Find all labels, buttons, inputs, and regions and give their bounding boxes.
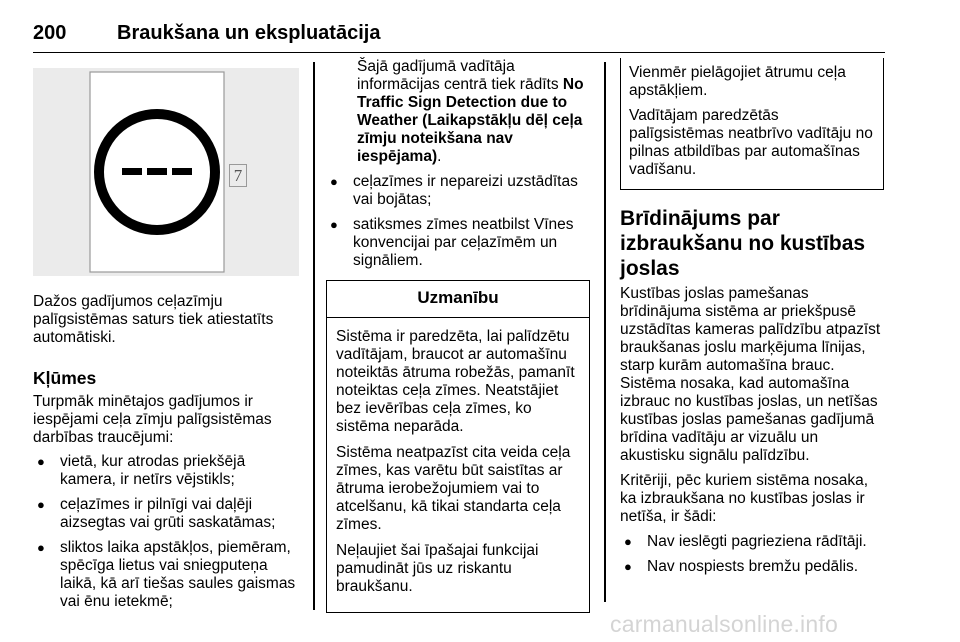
caution-paragraph: Vadītājam paredzētās palīgsistēmas neatbrīvo vadītāju no pilnas atbildības par automašīnas vadīšanu. (629, 107, 873, 178)
list-item: ● vietā, kur atrodas priekšējā kamera, ir netīrs vējstikls; (33, 453, 303, 489)
continuation-end: . (437, 148, 442, 165)
list-item: ● satiksmes zīmes neatbilst Vīnes konvencijai par ceļazīmēm un signāliem. (326, 216, 592, 270)
figure-number: 7 (229, 164, 247, 187)
column-divider (313, 62, 315, 610)
caution-title: Uzmanību (327, 281, 589, 318)
no-traffic-sign-icon (33, 68, 299, 276)
body-paragraph: Kritēriji, pēc kuriem sistēma nosaka, ka izbraukšana no kustības joslas ir netīša, ir šādi: (620, 472, 869, 525)
section-heading: Brīdinājums par izbraukšanu no kustības joslas (620, 207, 866, 280)
message-text: No Traffic Sign Detection due to Weather (Laikapstākļu dēļ ceļa zīmju noteikšana nav iespējama) (357, 76, 584, 165)
list-item: ● Nav nospiests bremžu pedālis. (620, 558, 886, 576)
list-item: ● Nav ieslēgti pagrieziena rādītāji. (620, 533, 886, 551)
caution-paragraph: Neļaujiet šai īpašajai funkcijai pamudināt jūs uz riskantu braukšanu. (336, 542, 539, 595)
column-1-text (33, 293, 303, 618)
page-title: Braukšana un ekspluatācija (117, 22, 381, 44)
caution-paragraph: Sistēma ir paredzēta, lai palīdzētu vadītājam, braucot ar automašīnu noteiktās ātruma robežās, pamanīt noteiktas ceļa zīmes. Neatstājiet bez ievērības ceļa zīmes, ko sistēma neparāda. (336, 328, 575, 435)
list-item: ● ceļazīmes ir nepareizi uzstādītas vai bojātas; (326, 173, 592, 209)
criteria-list (620, 533, 886, 576)
caution-paragraph: Vienmēr pielāgojiet ātrumu ceļa apstākļiem. (629, 64, 846, 99)
caution-body (327, 318, 589, 612)
caution-continuation-box (620, 58, 884, 190)
faults-list-continued (326, 173, 592, 270)
faults-list (33, 453, 303, 611)
column-2-text (326, 58, 592, 613)
caution-paragraph: Sistēma neatpazīst cita veida ceļa zīmes, kas varētu būt saistītas ar ātruma ierobežojumiem vai to atcelšanu, kā tikai standarta ceļa zīmes. (336, 444, 571, 533)
column-3-text (620, 58, 886, 583)
continuation-text: Šajā gadījumā vadītāja informācijas centrā tiek rādīts (357, 58, 563, 93)
body-paragraph: Kustības joslas pamešanas brīdinājuma sistēma ar priekšpusē uzstādītas kameras palīdzību atpazīst braukšanas joslu marķējuma līnijas, starp kurām automašīna brauc. Sistēma nosaka, kad automašīna izbrauc no kustības joslas, un netīšas kustības joslas pamešanas gadījumā brīdina vadītāju ar vizuālu un akustisku signālu palīdzību. (620, 285, 881, 464)
faults-intro: Turpmāk minētajos gadījumos ir iespējami ceļa zīmju palīgsistēmas darbības traucējumi: (33, 393, 272, 446)
page-header (33, 22, 885, 53)
page-number: 200 (33, 22, 67, 44)
list-item: ● ceļazīmes ir pilnīgi vai daļēji aizsegtas vai grūti saskatāmas; (33, 496, 303, 532)
continuation-paragraph (326, 58, 592, 166)
column-divider (604, 62, 606, 602)
figure-illustration (33, 68, 299, 276)
caution-box (326, 280, 590, 613)
watermark: carmanualsonline.info (610, 611, 838, 637)
intro-paragraph: Dažos gadījumos ceļazīmju palīgsistēmas saturs tiek atiestatīts automātiski. (33, 293, 274, 346)
faults-heading: Kļūmes (33, 368, 97, 388)
list-item: ● sliktos laika apstākļos, piemēram, spēcīga lietus vai sniegputeņa laikā, kā arī tiešas saules gaismas vai ēnu ietekmē; (33, 539, 303, 611)
